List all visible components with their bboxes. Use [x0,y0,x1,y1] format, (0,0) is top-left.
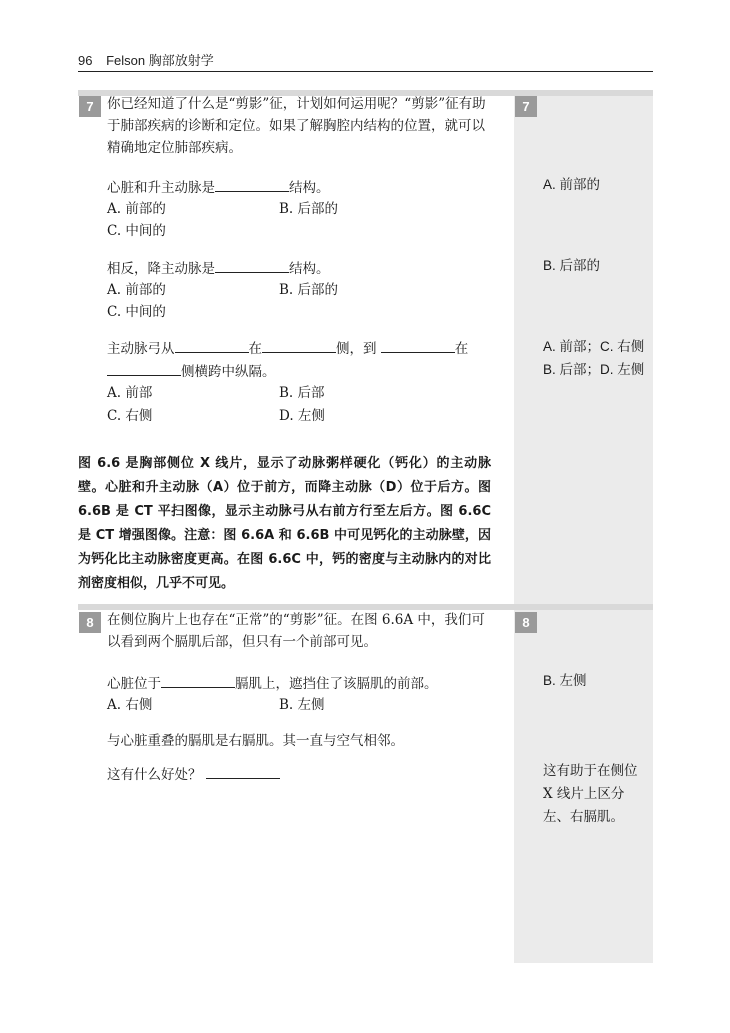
answer-8-2: 这有助于在侧位 X 线片上区分左、右膈肌。 [543,763,638,825]
answer-blank [107,361,181,376]
section-8-statement: 与心脏重叠的膈肌是右膈肌。其一直与空气相邻。 [107,733,404,749]
option-b: B. 后部的 [279,282,339,298]
option-a: A. 前部的 [107,201,166,217]
header-rule [78,71,653,72]
answer-blank [161,673,235,688]
question-8-1: 心脏位于 膈肌上，遮挡住了该膈肌的前部。 [107,673,438,694]
answer-blank [262,338,336,353]
option-c: C. 右侧 [107,408,153,424]
figure-description: 图 6.6 是胸部侧位 X 线片，显示了动脉粥样硬化（钙化）的主动脉壁。心脏和升主动脉（A）位于前方，而降主动脉（D）位于后方。图 6.6B 是 CT 平扫图像，显示主动脉弓从右前方行至左后方。图 6.6C 是 CT 增强图像。注意：图 6.6A 和 6.6B 中可见钙化的主动脉壁，因为钙化比主动脉密度更高。在图 6.6C 中，钙的密度与主动脉内的对比剂密度相似，几乎不可见。 [78,456,491,591]
answer-7-1: A. 前部的 [543,177,601,192]
question-7-3-line2: 侧横跨中纵隔。 [107,361,276,382]
option-d: D. 左侧 [279,408,325,424]
question-7-3-line1: 主动脉弓从 在 侧，到 在 [107,338,468,359]
answer-blank [381,338,455,353]
page-header [78,50,214,69]
option-a: A. 前部 [107,385,153,401]
option-a: A. 右侧 [107,697,153,713]
answer-blank [215,177,289,192]
answer-blank [175,338,249,353]
option-b: B. 左侧 [279,697,325,713]
option-b: B. 后部的 [279,201,339,217]
answer-7-3-a: A. 前部；C. 右侧 [543,339,645,354]
section-8-answer-badge: 8 [515,612,537,633]
answer-7-2: B. 后部的 [543,258,601,273]
option-b: B. 后部 [279,385,325,401]
answer-7-3-b: B. 后部；D. 左侧 [543,362,645,377]
section-7-answer-badge: 7 [515,96,537,117]
option-a: A. 前部的 [107,282,166,298]
option-c: C. 中间的 [107,223,166,239]
question-7-1: 心脏和升主动脉是 结构。 [107,177,330,198]
book-title: Felson 胸部放射学 [106,53,214,68]
section-7-badge: 7 [79,96,101,117]
section-7-intro: 你已经知道了什么是“剪影”征，计划如何运用呢？“剪影”征有助于肺部疾病的诊断和定位。如果了解胸腔内结构的位置，就可以精确地定位肺部疾病。 [107,96,486,156]
answer-blank [215,258,289,273]
section-8-badge: 8 [79,612,101,633]
option-c: C. 中间的 [107,304,166,320]
answer-sidebar [514,92,653,963]
page-number: 96 [78,53,93,68]
answer-blank [206,764,280,779]
question-7-2: 相反，降主动脉是 结构。 [107,258,330,279]
question-8-2: 这有什么好处？ [107,764,280,785]
section-8-intro: 在侧位胸片上也存在“正常”的“剪影”征。在图 6.6A 中，我们可以看到两个膈肌后部，但只有一个前部可见。 [107,612,485,650]
answer-8-1: B. 左侧 [543,673,587,688]
